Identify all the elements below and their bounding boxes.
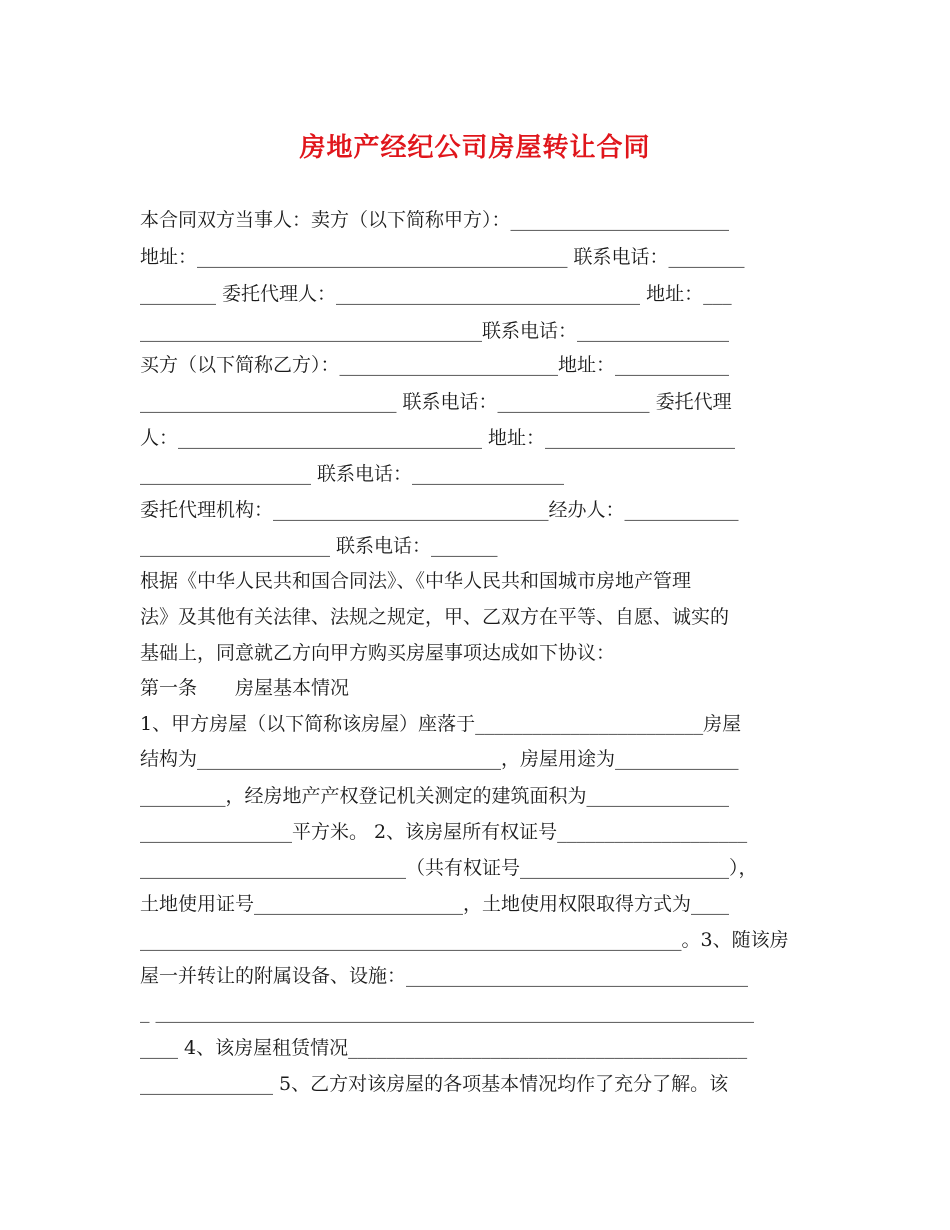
text-line: 屋一并转让的附属设备、设施：____________________________________ (140, 965, 749, 987)
document-title: 房地产经纪公司房屋转让合同 (299, 133, 651, 163)
text-line: 基础上，同意就乙方向甲方购买房屋事项达成如下协议： (140, 642, 616, 664)
text-line: 1、甲方房屋（以下简称该房屋）座落于________________________房屋 (140, 713, 742, 735)
text-line: ______________ 5、乙方对该房屋的各项基本情况均作了充分了解。该 (140, 1073, 729, 1095)
text-line: ____________________________（共有权证号______________________）， (140, 857, 758, 879)
text-line: _ _______________________________________________________________ (140, 1001, 755, 1023)
text-line: _________________________________________________________。3、随该房 (140, 929, 789, 951)
text-line: __________________ 联系电话：________________ (140, 463, 565, 485)
text-line: 本合同双方当事人：卖方（以下简称甲方）：_______________________ (140, 209, 730, 231)
text-line: ____________________________________联系电话：________________ (140, 320, 730, 342)
text-line: 土地使用证号______________________，土地使用权限取得方式为____ (140, 893, 730, 915)
text-line: 委托代理机构：_____________________________经办人：____________ (140, 499, 739, 521)
text-line: _________，经房地产产权登记机关测定的建筑面积为_______________ (140, 785, 730, 807)
text-line: ____________________ 联系电话：_______ (140, 535, 498, 557)
text-line: 人：________________________________ 地址：____________________ (140, 427, 736, 449)
text-line: 法》及其他有关法律、法规之规定，甲、乙双方在平等、自愿、诚实的 (140, 606, 730, 628)
text-line: ________________平方米。 2、该房屋所有权证号____________________ (140, 821, 748, 843)
text-line: ________ 委托代理人：________________________________ 地址：___ (140, 283, 732, 305)
text-line: ____ 4、该房屋租赁情况__________________________________________ (140, 1037, 748, 1059)
text-line: 地址：_______________________________________ 联系电话：________ (140, 246, 745, 268)
text-line: 买方（以下简称乙方）：_______________________地址：____________ (140, 354, 730, 376)
text-line: ___________________________ 联系电话：________________ 委托代理 (140, 391, 732, 413)
section-heading: 第一条 房屋基本情况 (140, 677, 350, 699)
text-line: 结构为________________________________，房屋用途为_____________ (140, 748, 739, 770)
text-line: 根据《中华人民共和国合同法》、《中华人民共和国城市房地产管理 (140, 570, 692, 592)
